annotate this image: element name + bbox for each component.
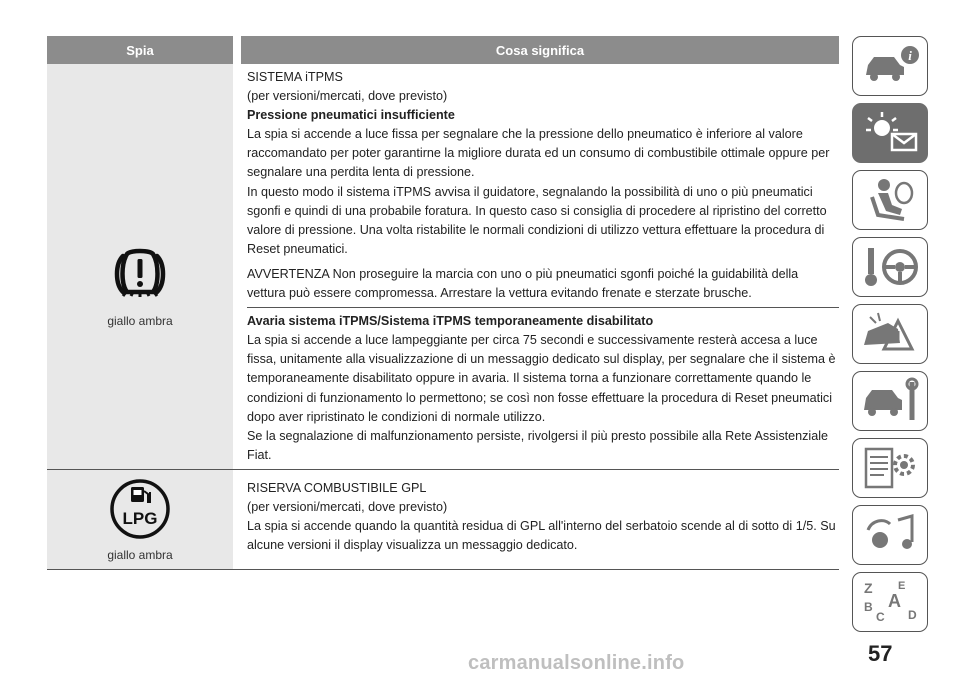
svg-text:C: C bbox=[876, 610, 885, 624]
car-accident-icon bbox=[858, 309, 922, 359]
paragraph: In questo modo il sistema iTPMS avvisa il guidatore, segnalando la possibilità di uno o più pneumatici sgonfi e quindi di una probabile foratura. In questo caso si consiglia di procedere al ripristino del corretto valore di pressione. Una volta ristabilite le normali condizioni di utilizzo vettura effettuare la procedura di Reset pneumatici. bbox=[247, 184, 827, 256]
system-title: RISERVA COMBUSTIBILE GPL bbox=[247, 480, 427, 495]
warning-lights-table bbox=[47, 36, 839, 570]
svg-text:E: E bbox=[898, 580, 906, 592]
tab-index[interactable] bbox=[852, 572, 928, 632]
tab-emergency[interactable] bbox=[852, 304, 928, 364]
table-row bbox=[47, 470, 839, 570]
header-cosa-significa: Cosa significa bbox=[241, 36, 839, 64]
paragraph: La spia si accende a luce lampeggiante per circa 75 secondi e successivamente resterà accesa a luce fissa, unitamente alla visualizzazione di un messaggio dedicato sul display, per segnalare che il sistema è temporaneamente disabilitato oppure in avaria. Il sistema torna a funzionare correttamente quando le condizioni di funzionamento lo permettono; se così non fosse effettuare la procedura di Reset pneumatici dopo aver ripristinato le condizioni di normale utilizzo. bbox=[247, 333, 836, 424]
color-caption: giallo ambra bbox=[107, 314, 173, 329]
page-number: 57 bbox=[868, 641, 893, 666]
svg-text:A: A bbox=[888, 591, 901, 611]
tab-starting-driving[interactable] bbox=[852, 237, 928, 297]
paragraph: Se la segnalazione di malfunzionamento persiste, rivolgersi il più presto possibile alla Rete Assistenziale Fiat. bbox=[247, 428, 829, 462]
availability-note: (per versioni/mercati, dove previsto) bbox=[247, 499, 448, 514]
tab-car-info[interactable] bbox=[852, 36, 928, 96]
table-header bbox=[47, 36, 839, 64]
header-spia: Spia bbox=[47, 36, 233, 64]
section-heading bbox=[247, 106, 839, 125]
svg-text:Z: Z bbox=[864, 580, 873, 596]
seat-airbag-icon bbox=[858, 175, 922, 225]
car-wrench-icon bbox=[858, 376, 922, 426]
warning-paragraph: AVVERTENZA Non proseguire la marcia con uno o più pneumatici sgonfi poiché la guidabilità della vettura può essere compromessa. Arrestare la vettura evitando frenate e sterzate brusche. bbox=[247, 266, 799, 301]
alphabetical-index-icon bbox=[858, 577, 922, 627]
multimedia-music-icon bbox=[858, 510, 922, 560]
warning-light-message-icon bbox=[858, 108, 922, 158]
tab-safety[interactable] bbox=[852, 170, 928, 230]
heading-text: Pressione pneumatici insufficiente bbox=[247, 108, 455, 123]
section-heading bbox=[247, 312, 839, 331]
tpms-warning-icon bbox=[109, 244, 171, 306]
key-steering-wheel-icon bbox=[858, 242, 922, 292]
description-cell bbox=[233, 470, 839, 569]
lpg-label: LPG bbox=[122, 508, 158, 528]
paragraph: La spia si accende a luce fissa per segnalare che la pressione dello pneumatico è inferiore al valore raccomandato per poter garantirne la migliore durata ed un consumo di combustibile ottimale oppure per segnalare una perdita lenta di pressione. bbox=[247, 127, 830, 180]
system-title: SISTEMA iTPMS bbox=[247, 70, 343, 84]
watermark: carmanualsonline.info bbox=[468, 652, 685, 674]
icon-cell bbox=[47, 470, 233, 569]
tab-technical-data[interactable] bbox=[852, 438, 928, 498]
availability-note: (per versioni/mercati, dove previsto) bbox=[247, 89, 448, 104]
table-row bbox=[47, 64, 839, 470]
lpg-fuel-icon bbox=[109, 478, 171, 540]
tab-multimedia[interactable] bbox=[852, 505, 928, 565]
svg-text:D: D bbox=[908, 608, 917, 622]
subsection bbox=[247, 307, 839, 465]
tab-maintenance[interactable] bbox=[852, 371, 928, 431]
specs-gear-icon bbox=[858, 443, 922, 493]
icon-cell bbox=[47, 64, 233, 469]
heading-text: Avaria sistema iTPMS/Sistema iTPMS temporaneamente disabilitato bbox=[247, 314, 654, 329]
svg-text:i: i bbox=[908, 48, 912, 63]
car-info-icon bbox=[858, 41, 922, 91]
chapter-tabs bbox=[852, 36, 930, 639]
svg-text:B: B bbox=[864, 600, 873, 614]
tab-warning-lights[interactable] bbox=[852, 103, 928, 163]
paragraph: La spia si accende quando la quantità residua di GPL all'interno del serbatoio scende al di sotto di 1/5. Su alcune versioni il display visualizza un messaggio dedicato. bbox=[247, 519, 836, 553]
color-caption: giallo ambra bbox=[107, 547, 173, 562]
description-cell bbox=[233, 64, 839, 469]
